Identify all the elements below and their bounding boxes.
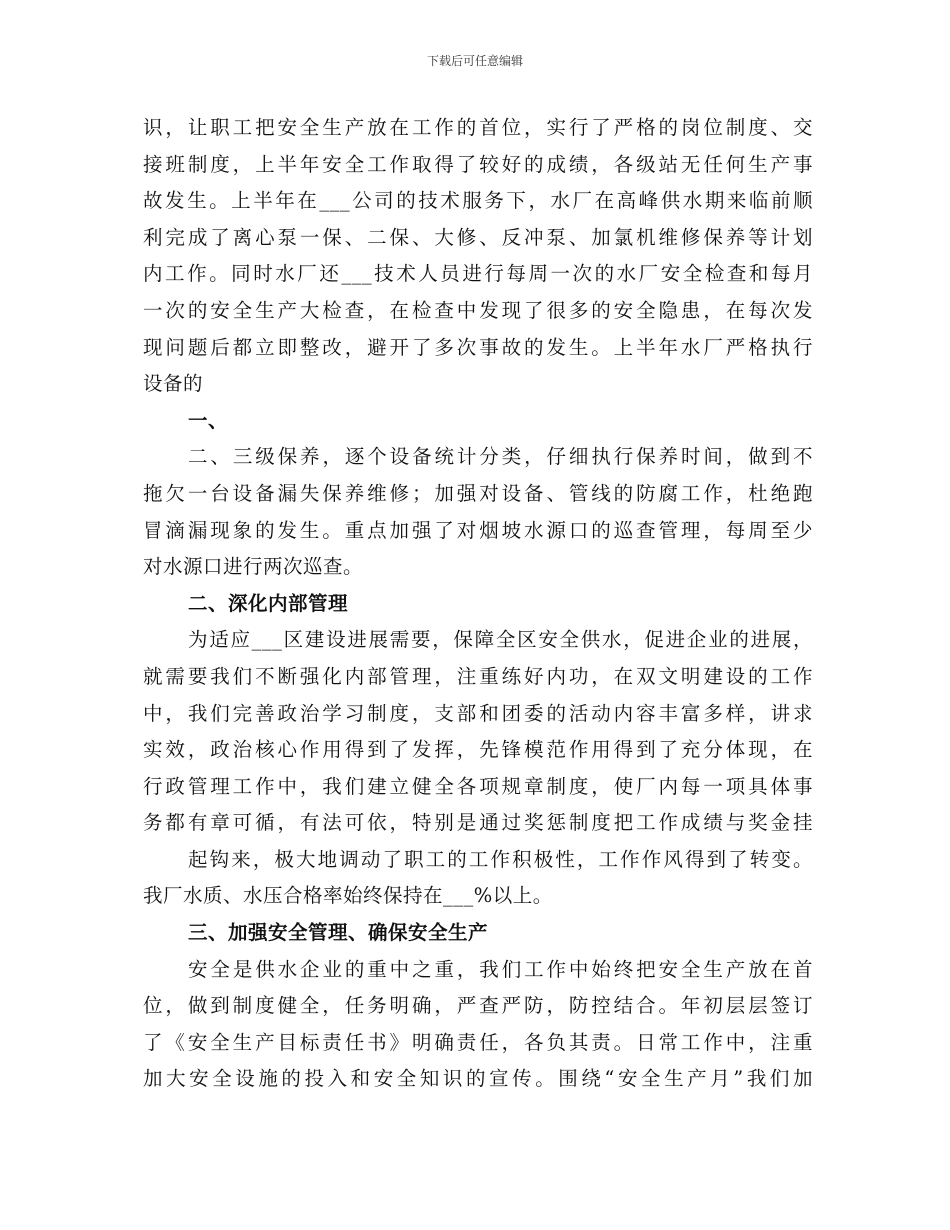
text-line: 起钩来，极大地调动了职工的工作积极性，工作作风得到了转变。 <box>188 847 813 871</box>
text-line: 为适应___区建设进展需要，保障全区安全供水，促进企业的进展， <box>188 628 813 652</box>
text-line: 故发生。上半年在___公司的技术服务下，水厂在高峰供水期来临前顺 <box>143 189 813 213</box>
text-line: 实效，政治核心作用得到了发挥，先锋模范作用得到了充分体现，在 <box>143 738 813 762</box>
text-line: 识，让职工把安全生产放在工作的首位，实行了严格的岗位制度、交 <box>143 116 813 139</box>
text-line: 位，做到制度健全，任务明确，严查严防，防控结合。年初层层签订 <box>143 994 813 1018</box>
section-number: 一、 <box>188 408 229 432</box>
text-line: 中，我们完善政治学习制度，支部和团委的活动内容丰富多样，讲求 <box>143 701 813 725</box>
text-line: 行政管理工作中，我们建立健全各项规章制度，使厂内每一项具体事 <box>143 774 813 798</box>
text-line: 拖欠一台设备漏失保养维修；加强对设备、管线的防腐工作，杜绝跑 <box>143 481 813 505</box>
section-heading-3: 三、加强安全管理、确保安全生产 <box>188 921 489 945</box>
text-line: 我厂水质、水压合格率始终保持在___%以上。 <box>143 884 553 908</box>
text-line: 接班制度，上半年安全工作取得了较好的成绩，各级站无任何生产事 <box>143 152 813 176</box>
text-line: 利完成了离心泵一保、二保、大修、反冲泵、加氯机维修保养等计划 <box>143 225 813 249</box>
text-line: 对水源口进行两次巡查。 <box>143 555 364 579</box>
page-header: 下载后可任意编辑 <box>426 54 523 68</box>
document-body <box>143 110 813 1098</box>
text-line: 一次的安全生产大检查，在检查中发现了很多的安全隐患，在每次发 <box>143 298 813 322</box>
text-line: 就需要我们不断强化内部管理，注重练好内功，在双文明建设的工作 <box>143 664 813 688</box>
text-line: 加大安全设施的投入和安全知识的宣传。围绕“安全生产月”我们加 <box>143 1067 813 1091</box>
text-line: 二、三级保养，逐个设备统计分类，仔细执行保养时间，做到不 <box>188 445 813 469</box>
text-line: 务都有章可循，有法可依，特别是通过奖惩制度把工作成绩与奖金挂 <box>143 811 813 835</box>
text-line: 了《安全生产目标责任书》明确责任，各负其责。日常工作中，注重 <box>143 1030 813 1054</box>
text-line: 内工作。同时水厂还___技术人员进行每周一次的水厂安全检查和每月 <box>143 262 813 286</box>
section-heading-2: 二、深化内部管理 <box>188 591 349 615</box>
text-line: 冒滴漏现象的发生。重点加强了对烟坡水源口的巡查管理，每周至少 <box>143 518 813 542</box>
text-line: 安全是供水企业的重中之重，我们工作中始终把安全生产放在首 <box>188 957 813 981</box>
text-line: 设备的 <box>143 372 204 396</box>
text-line: 现问题后都立即整改，避开了多次事故的发生。上半年水厂严格执行 <box>143 335 813 359</box>
